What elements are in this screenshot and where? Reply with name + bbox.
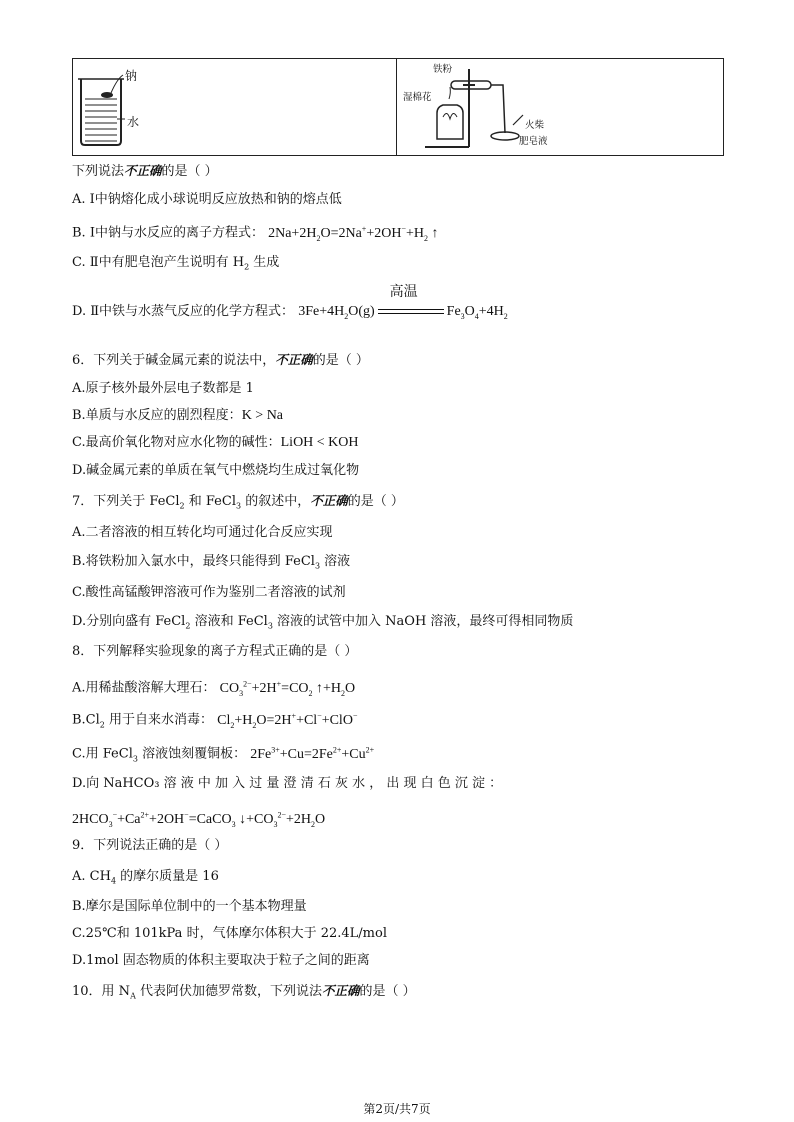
q6-option-d: D.碱金属元素的单质在氧气中燃烧均生成过氧化物 bbox=[72, 463, 360, 478]
q8-option-b-text: B.Cl bbox=[72, 712, 100, 728]
q7-option-b: B.将铁粉加入氯水中，最终只能得到 FeCl$_3$ 溶液 bbox=[72, 554, 351, 571]
figure-cell-iron-steam bbox=[396, 59, 723, 155]
q8-option-a bbox=[72, 675, 355, 702]
q6-option-c bbox=[72, 434, 359, 452]
q5-stem-emphasis: 不正确 bbox=[124, 163, 162, 178]
q7-stem-post: 的叙述中， bbox=[241, 494, 311, 509]
q7-stem-mid: 和 FeCl bbox=[184, 494, 236, 509]
q5-option-c-text: C. Ⅱ中有肥皂泡产生说明有 H bbox=[72, 255, 245, 270]
q8-option-d-equation bbox=[72, 806, 325, 833]
q9-option-a-tail: 的摩尔质量是 16 bbox=[116, 869, 219, 884]
q8-option-c-text: C.用 FeCl bbox=[72, 746, 133, 762]
q6-option-c-formula: LiOH < KOH bbox=[280, 435, 359, 450]
q9-option-a: A. $CH_4$ 的摩尔质量是 16 bbox=[72, 869, 219, 886]
q8-option-b-mid: 用于自来水消毒： bbox=[104, 712, 214, 728]
q7-option-d-text: D.分别向盛有 FeCl bbox=[72, 614, 186, 629]
q10-stem-mid: 代表阿伏加德罗常数，下列说法 bbox=[135, 984, 322, 999]
label-water: 水 bbox=[127, 115, 140, 129]
q8-option-c-equation: $2Fe^{3+}+Cu=2Fe^{2+}+Cu^{2+}$ bbox=[250, 745, 375, 762]
q8-option-a-text: A.用稀盐酸溶解大理石： bbox=[72, 680, 216, 696]
q5-option-b-text: B. Ⅰ中钠与水反应的离子方程式： bbox=[72, 225, 264, 241]
q8-option-b: $B.Cl_2$ 用于自来水消毒： $Cl_2+H_2O=2H^++Cl^-+ClO^-$ bbox=[72, 711, 358, 730]
q8-option-d-formula: $2HCO_3^-+Ca^{2+}+2OH^-=CaCO_3$ $↓+CO_3^{2-}+2H_2O$ bbox=[72, 810, 326, 829]
q5-option-d-condition: 高温 bbox=[389, 284, 418, 300]
q9-option-b: B.摩尔是国际单位制中的一个基本物理量 bbox=[72, 899, 307, 914]
q7-option-d: D.分别向盛有 FeCl$_2$ 溶液和 FeCl$_3$ 溶液的试管中加入 NaOH 溶液，最终可得相同物质 bbox=[72, 614, 574, 631]
q5-option-c-sub: 2 bbox=[244, 262, 250, 272]
label-wet-cotton: 湿棉花 bbox=[403, 92, 432, 103]
q5-option-a: A. Ⅰ中钠熔化成小球说明反应放热和钠的熔点低 bbox=[72, 192, 342, 207]
q5-option-c bbox=[72, 254, 279, 277]
q9-option-d: D.1mol 固态物质的体积主要取决于粒子之间的距离 bbox=[72, 953, 370, 968]
q7-stem-emphasis: 不正确 bbox=[310, 493, 348, 508]
q8-option-a-equation: $CO_3^{2-}+2H^+=CO_2$ $↑+H_2O$ bbox=[219, 679, 356, 698]
q6-option-b bbox=[72, 407, 283, 425]
q9-option-a-text: A. CH bbox=[72, 869, 111, 884]
q6-stem-text: 6．下列关于碱金属元素的说法中， bbox=[72, 353, 276, 368]
q10-stem-emphasis: 不正确 bbox=[321, 983, 360, 998]
q8-option-c-mid: 溶液蚀刻覆铜板： bbox=[137, 746, 247, 762]
q10-stem-text: 10．用 N bbox=[72, 984, 131, 999]
q8-option-b-equation: $Cl_2+H_2O=2H^++Cl^-+ClO^-$ bbox=[217, 711, 358, 730]
q9-option-c: C.25℃和 101kPa 时，气体摩尔体积大于 22.4L/mol bbox=[72, 926, 387, 941]
q8-stem: 8．下列解释实验现象的离子方程式正确的是（ ） bbox=[72, 644, 358, 659]
q8-option-c: C.用 FeCl$_3$ 溶液蚀刻覆铜板： $2Fe^{3+}+Cu=2Fe^{2+}+Cu^{2+}$ bbox=[72, 745, 375, 764]
q5-option-c-tail: 生成 bbox=[249, 255, 280, 270]
beaker-diagram bbox=[73, 59, 393, 155]
page-footer: 第2页/共7页 bbox=[363, 1102, 431, 1116]
q8-option-d: D.向 NaHCO₃ 溶 液 中 加 入 过 量 澄 清 石 灰 水 ， 出 现 白 色 沉 淀 ： bbox=[72, 776, 503, 791]
q7-option-d-mid: 溶液和 FeCl bbox=[190, 614, 268, 629]
q5-stem-text: 下列说法 bbox=[72, 164, 125, 179]
q6-option-a: A.原子核外最外层电子数都是 1 bbox=[72, 381, 254, 396]
q9-stem: 9．下列说法正确的是（ ） bbox=[72, 838, 228, 853]
q5-stem bbox=[72, 162, 218, 181]
q7-option-a: A.二者溶液的相互转化均可通过化合反应实现 bbox=[72, 525, 333, 540]
label-soap-solution: 肥皂液 bbox=[519, 136, 548, 147]
q7-option-c: C.酸性高锰酸钾溶液可作为鉴别二者溶液的试剂 bbox=[72, 585, 346, 600]
q7-option-b-tail: 溶液 bbox=[320, 554, 351, 569]
q6-option-c-text: C.最高价氧化物对应水化物的碱性： bbox=[72, 435, 281, 450]
q5-option-d-equation: $3Fe+4H_2O(g)$ 高温 $Fe_3O_4+4H_2$ bbox=[298, 284, 508, 321]
label-iron-powder: 铁粉 bbox=[433, 64, 453, 75]
q6-option-b-text: B.单质与水反应的剧烈程度： bbox=[72, 408, 242, 423]
q5-option-b bbox=[72, 220, 438, 247]
q7-stem-tail: 的是（ ） bbox=[347, 494, 404, 509]
q6-option-b-formula: K > Na bbox=[241, 408, 284, 423]
q6-stem-tail: 的是（ ） bbox=[312, 353, 369, 368]
q10-stem-tail: 的是（ ） bbox=[359, 984, 416, 999]
q7-stem-text: 7．下列关于 FeCl bbox=[72, 494, 180, 509]
q10-stem-sub: A bbox=[130, 991, 136, 1001]
label-sodium: 钠 bbox=[125, 69, 138, 83]
q6-stem-emphasis: 不正确 bbox=[275, 352, 313, 367]
q5-option-d bbox=[72, 284, 508, 326]
apparatus-figure-table bbox=[72, 58, 724, 156]
figure-cell-sodium-water bbox=[73, 59, 396, 155]
q10-stem bbox=[72, 982, 416, 1006]
q7-option-b-text: B.将铁粉加入氯水中，最终只能得到 FeCl bbox=[72, 554, 315, 569]
q7-stem: 7．下列关于 FeCl$_2$ 和 FeCl$_3$ 的叙述中，不正确的是（ ） bbox=[72, 493, 404, 511]
q5-option-d-text: D. Ⅱ中铁与水蒸气反应的化学方程式： bbox=[72, 304, 295, 319]
label-match: 火柴 bbox=[525, 120, 545, 131]
q6-stem bbox=[72, 351, 369, 370]
q7-option-d-tail: 溶液的试管中加入 NaOH 溶液，最终可得相同物质 bbox=[272, 614, 574, 629]
q5-option-b-equation: $2Na+2H_2O=2Na^++2OH^-+H_2$ ↑ bbox=[268, 224, 439, 243]
q5-stem-tail: 的是（ ） bbox=[161, 164, 218, 179]
